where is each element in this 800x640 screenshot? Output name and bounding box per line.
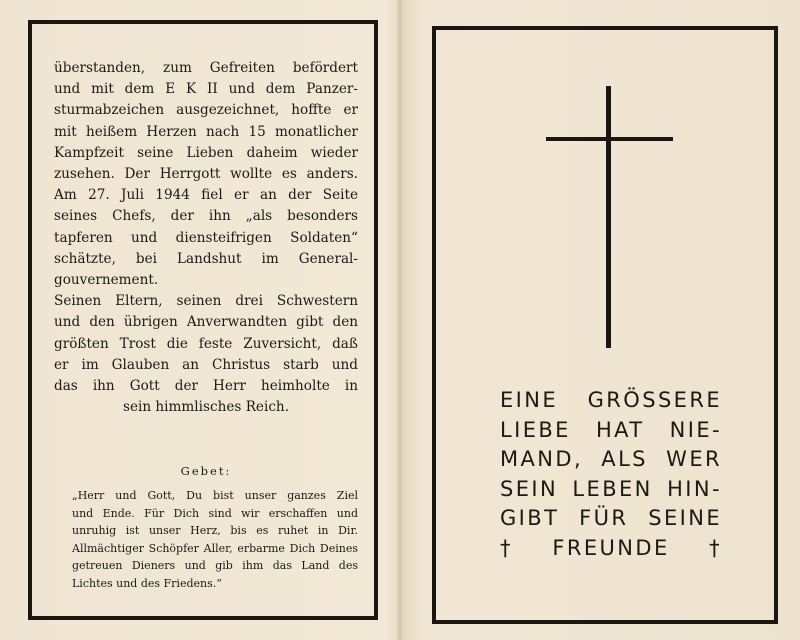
body-line: Kampfzeit seine Lieben daheim wieder: [54, 144, 358, 161]
body-line: tapferen und diensteifrigen Soldaten“: [54, 229, 358, 246]
verse-line: LIEBE HAT NIE-: [500, 417, 722, 442]
body-line: sein himmlisches Reich.: [122, 399, 290, 416]
body-line: Am 27. Juli 1944 fiel er an der Seite: [54, 187, 358, 204]
verse-line: EINE GRÖSSERE: [500, 388, 722, 412]
dagger-left-icon: †: [500, 535, 513, 560]
body-line: schätzte, bei Landshut im General-: [54, 250, 358, 267]
body-line: und den übrigen Anverwandten gibt den: [54, 314, 358, 331]
prayer-line: unruhig ist unser Herz, bis es ruhet in Dir.: [72, 524, 358, 538]
body-line: er im Glauben an Christus starb und: [54, 356, 358, 373]
body-line: Seinen Eltern, seinen drei Schwestern: [54, 293, 358, 310]
body-line: und mit dem E K II und dem Panzer-: [54, 81, 358, 98]
body-line: gouvernement.: [54, 272, 159, 289]
prayer-line: „Herr und Gott, Du bist unser ganzes Ziel: [72, 489, 358, 502]
body-line: seines Chefs, der ihn „als besonders: [54, 208, 358, 225]
cross-icon: [540, 86, 680, 348]
body-line: größten Trost die feste Zuversicht, daß: [54, 335, 358, 352]
verse-line: MAND, ALS WER: [500, 447, 722, 472]
body-line: sturmabzeichen ausgezeichnet, hoffte er: [54, 102, 358, 119]
prayer-line: Allmächtiger Schöpfer Aller, erbarme Dich Deines: [72, 541, 358, 555]
dagger-right-icon: †: [709, 535, 722, 560]
body-line: mit heißem Herzen nach 15 monatlicher: [54, 123, 358, 140]
prayer-text: [72, 487, 358, 593]
body-line: zusehen. Der Herrgott wollte es anders.: [54, 166, 358, 183]
verse-final-word: FREUNDE: [552, 535, 670, 560]
verse-line: GIBT FÜR SEINE: [500, 506, 722, 531]
center-fold: [396, 0, 404, 640]
verse-final-line: [500, 534, 722, 564]
body-line: das ihn Gott der Herr heimholte in: [54, 378, 358, 395]
prayer-line: getreuen Dieners und gib ihm das Land des: [72, 559, 358, 573]
prayer-line: und Ende. Für Dich sind wir erschaffen und: [72, 506, 358, 520]
prayer-line: Lichtes und des Friedens.“: [72, 576, 222, 590]
body-line: überstanden, zum Gefreiten befördert: [54, 60, 358, 76]
biography-text: [54, 58, 358, 418]
bible-verse: [500, 386, 722, 564]
verse-line: SEIN LEBEN HIN-: [500, 476, 722, 501]
prayer-title: Gebet:: [180, 464, 232, 478]
